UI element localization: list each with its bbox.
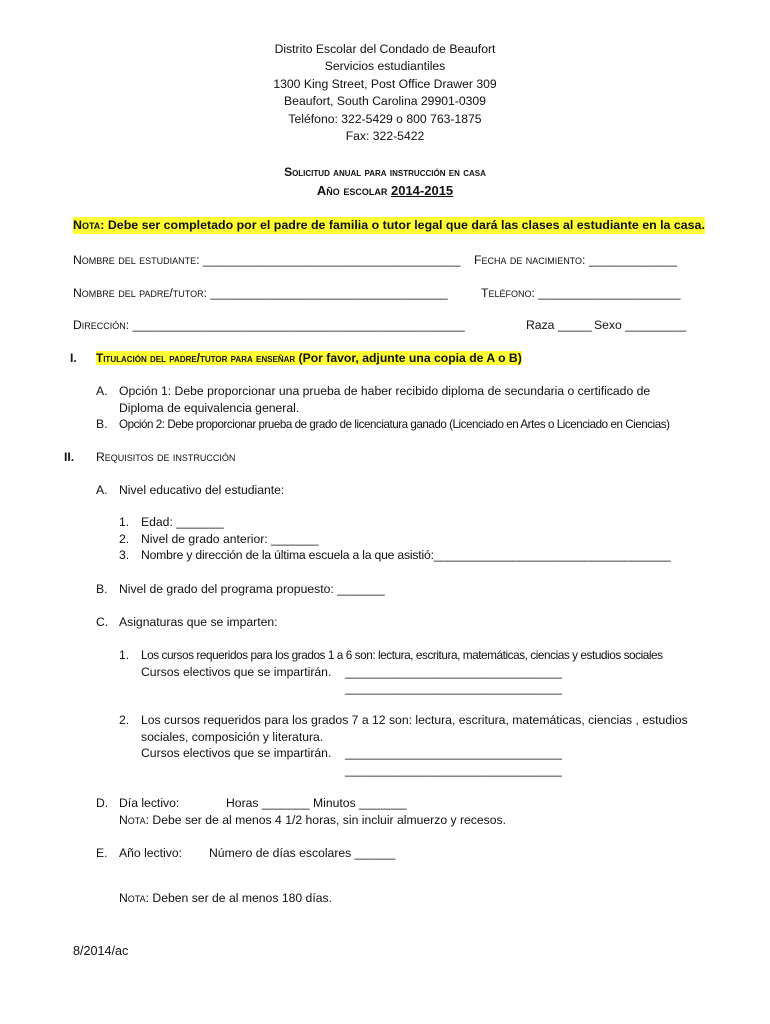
note-banner-text: Debe ser completado por el padre de familia o tutor legal que dará las clases al estudiante en la casa. (104, 218, 705, 232)
section-1-attach: (Por favor, adjunte una copia de A o B) (295, 351, 522, 365)
section-2-a-letter: A. (96, 483, 108, 497)
footer-code: 8/2014/ac (73, 944, 129, 958)
school-day-note-prefix: Nota: (119, 813, 150, 827)
race-label: Raza (526, 318, 555, 332)
section-1-item-a-letter: A. (96, 384, 108, 398)
section-2-c-2-num: 2. (119, 713, 130, 727)
section-2-a-text: Nivel educativo del estudiante: (119, 483, 285, 497)
proposed-grade-field[interactable]: Nivel de grado del programa propuesto: _______ (119, 582, 385, 596)
section-1-heading (96, 350, 522, 367)
header-line-street: 1300 King Street, Post Office Drawer 309 (273, 77, 497, 91)
school-year-note (119, 890, 332, 907)
sex-field[interactable] (594, 317, 686, 334)
section-2-a-2-num: 2. (119, 532, 130, 546)
phone-label: Teléfono: (481, 286, 535, 300)
race-line[interactable]: _____ (554, 318, 592, 332)
electives-2-line-1[interactable]: ________________________________ (345, 746, 562, 760)
student-name-label: Nombre del estudiante: (73, 253, 200, 267)
student-name-line[interactable]: ______________________________________ (199, 253, 461, 267)
header-line-district: Distrito Escolar del Condado de Beaufort (274, 42, 496, 56)
school-day-note-text: Debe ser de al menos 4 1/2 horas, sin incluir almuerzo y recesos. (149, 813, 507, 827)
section-1-item-a-text: Opción 1: Debe proporcionar una prueba de haber recibido diploma de secundaria o certificado de (119, 384, 651, 398)
section-1-item-b-text: Opción 2: Debe proporcionar prueba de grado de licenciatura ganado (Licenciado en Artes o Licenciado en Ciencias) (119, 418, 670, 431)
last-school-field[interactable]: Nombre y dirección de la última escuela a la que asistió:____________________________________ (141, 548, 671, 562)
form-title: Solicitud anual para instrucción en casa (284, 165, 486, 179)
school-year-value: 2014-2015 (390, 183, 454, 198)
phone-line[interactable]: _____________________ (534, 286, 681, 300)
section-2-c-1-num: 1. (119, 648, 130, 662)
section-1-number: I. (70, 351, 77, 365)
birth-date-field[interactable] (474, 252, 677, 269)
note-banner-prefix: Nota: (73, 218, 105, 232)
age-field[interactable]: Edad: _______ (141, 515, 224, 529)
section-2-e-letter: E. (96, 846, 108, 860)
section-1-title: Titulación del padre/tutor para enseñar (96, 351, 296, 365)
section-2-b-letter: B. (96, 582, 108, 596)
header-line-department: Servicios estudiantiles (324, 59, 446, 73)
previous-grade-field[interactable]: Nivel de grado anterior: _______ (141, 532, 319, 546)
school-year-label-e: Año lectivo: (119, 846, 183, 860)
sex-line[interactable]: _________ (621, 318, 687, 332)
section-1-item-b-letter: B. (96, 417, 108, 431)
school-days-field[interactable]: Número de días escolares ______ (209, 846, 396, 860)
address-field[interactable] (73, 317, 465, 334)
sex-label: Sexo (594, 318, 622, 332)
section-2-d-letter: D. (96, 796, 109, 810)
parent-name-line[interactable]: ___________________________________ (207, 286, 448, 300)
section-2-c-2-text: Los cursos requeridos para los grados 7 a 12 son: lectura, escritura, matemáticas, ciencias , estudios (141, 713, 688, 727)
header-line-city: Beaufort, South Carolina 29901-0309 (284, 94, 486, 108)
electives-1-line-2[interactable]: ________________________________ (345, 681, 562, 695)
race-field[interactable] (526, 317, 592, 334)
school-year-label: Año escolar (316, 183, 388, 198)
section-2-c-text: Asignaturas que se imparten: (119, 615, 278, 629)
section-2-c-letter: C. (96, 615, 109, 629)
student-name-field[interactable] (73, 252, 460, 269)
address-line[interactable]: _________________________________________________ (129, 318, 465, 332)
school-day-note (119, 812, 506, 829)
birth-date-label: Fecha de nacimiento: (474, 253, 586, 267)
school-year-note-prefix: Nota: (119, 891, 150, 905)
header-line-phone: Teléfono: 322-5429 o 800 763-1875 (288, 112, 482, 126)
section-2-number: II. (64, 450, 75, 464)
header-line-fax: Fax: 322-5422 (345, 129, 425, 143)
parent-name-label: Nombre del padre/tutor: (73, 286, 208, 300)
electives-2-line-2[interactable]: ________________________________ (345, 763, 562, 777)
school-year-note-text: Deben ser de al menos 180 días. (149, 891, 332, 905)
minutes-field[interactable]: Minutos _______ (313, 796, 407, 810)
parent-name-field[interactable] (73, 285, 448, 302)
birth-date-line[interactable]: _____________ (585, 253, 677, 267)
section-2-a-3-num: 3. (119, 548, 130, 562)
school-year-line (0, 182, 770, 199)
note-banner (73, 217, 705, 234)
school-day-label: Día lectivo: (119, 796, 180, 810)
address-label: Dirección: (73, 318, 130, 332)
phone-field[interactable] (481, 285, 681, 302)
section-2-c-2-elective-label: Cursos electivos que se impartirán. (141, 746, 332, 760)
hours-field[interactable]: Horas _______ (226, 796, 310, 810)
section-2-a-1-num: 1. (119, 515, 130, 529)
section-2-c-1-text: Los cursos requeridos para los grados 1 a 6 son: lectura, escritura, matemáticas, ciencias y estudios sociales (141, 648, 663, 662)
section-2-title: Requisitos de instrucción (96, 450, 236, 464)
section-2-c-2-text-cont: sociales, composición y literatura. (141, 730, 324, 744)
electives-1-line-1[interactable]: ________________________________ (345, 665, 562, 679)
section-1-item-a-cont: Diploma de equivalencia general. (119, 401, 300, 415)
section-2-c-1-elective-label: Cursos electivos que se impartirán. (141, 665, 332, 679)
